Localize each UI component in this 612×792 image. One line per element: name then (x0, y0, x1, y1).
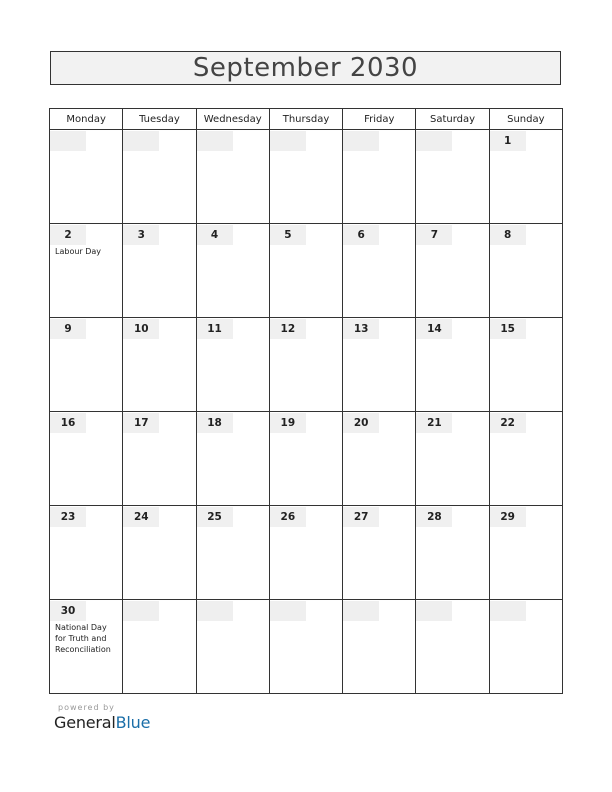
day-cell (343, 130, 416, 224)
day-cell (123, 412, 196, 506)
day-cell (269, 412, 342, 506)
day-cell (416, 506, 489, 600)
day-cell (196, 600, 269, 694)
day-cell (489, 600, 562, 694)
day-number: 21 (416, 413, 452, 433)
calendar-title: September 2030 (192, 53, 419, 83)
day-cell (489, 130, 562, 224)
day-number: 17 (123, 413, 159, 433)
day-number (123, 131, 159, 151)
day-cell (489, 318, 562, 412)
day-cell (269, 130, 342, 224)
week-row (50, 412, 563, 506)
day-number (416, 131, 452, 151)
day-number: 15 (490, 319, 526, 339)
day-cell (416, 130, 489, 224)
day-cell (196, 224, 269, 318)
day-number: 27 (343, 507, 379, 527)
generalblue-logo (54, 713, 150, 732)
weekday-saturday: Saturday (416, 109, 489, 130)
day-number: 18 (197, 413, 233, 433)
day-number: 2 (50, 225, 86, 245)
day-number: 14 (416, 319, 452, 339)
weekday-wednesday: Wednesday (196, 109, 269, 130)
day-number: 16 (50, 413, 86, 433)
day-number: 23 (50, 507, 86, 527)
day-number (270, 131, 306, 151)
day-number: 3 (123, 225, 159, 245)
day-cell (416, 600, 489, 694)
day-cell (123, 130, 196, 224)
day-number: 29 (490, 507, 526, 527)
day-number: 28 (416, 507, 452, 527)
day-cell (50, 130, 123, 224)
day-number (343, 131, 379, 151)
day-number: 20 (343, 413, 379, 433)
day-cell (489, 224, 562, 318)
holiday-label: Labour Day (55, 247, 102, 256)
day-cell (489, 506, 562, 600)
day-number (270, 601, 306, 621)
day-number: 25 (197, 507, 233, 527)
day-number: 1 (490, 131, 526, 151)
calendar-title-box (50, 51, 561, 85)
day-number: 30 (50, 601, 86, 621)
day-cell (123, 600, 196, 694)
day-number: 6 (343, 225, 379, 245)
day-number: 24 (123, 507, 159, 527)
weekday-monday: Monday (50, 109, 123, 130)
day-cell (416, 318, 489, 412)
day-number: 22 (490, 413, 526, 433)
day-cell (343, 600, 416, 694)
day-number (197, 131, 233, 151)
day-cell (343, 412, 416, 506)
day-cell (50, 600, 123, 694)
day-cell (343, 224, 416, 318)
day-number: 5 (270, 225, 306, 245)
day-cell (50, 412, 123, 506)
day-number: 13 (343, 319, 379, 339)
day-cell (343, 318, 416, 412)
day-cell (269, 600, 342, 694)
day-cell (269, 506, 342, 600)
week-row (50, 130, 563, 224)
day-number: 12 (270, 319, 306, 339)
day-number: 11 (197, 319, 233, 339)
day-cell (489, 412, 562, 506)
day-cell (196, 506, 269, 600)
day-cell (123, 318, 196, 412)
day-cell (196, 318, 269, 412)
day-number: 8 (490, 225, 526, 245)
day-cell (196, 412, 269, 506)
week-row (50, 224, 563, 318)
day-cell (269, 318, 342, 412)
week-row (50, 506, 563, 600)
weekday-thursday: Thursday (269, 109, 342, 130)
holiday-label: National Day for Truth and Reconciliation (55, 623, 111, 654)
day-number (416, 601, 452, 621)
day-number (343, 601, 379, 621)
day-cell (123, 506, 196, 600)
day-number (490, 601, 526, 621)
day-cell (196, 130, 269, 224)
day-cell (123, 224, 196, 318)
day-number (50, 131, 86, 151)
brand-general-text: General (54, 713, 116, 732)
day-cell (416, 224, 489, 318)
weekday-sunday: Sunday (489, 109, 562, 130)
day-number: 9 (50, 319, 86, 339)
day-number: 10 (123, 319, 159, 339)
day-number (197, 601, 233, 621)
week-row (50, 318, 563, 412)
calendar-grid (49, 108, 563, 694)
day-cell (416, 412, 489, 506)
calendar-body (50, 130, 563, 694)
day-cell (50, 318, 123, 412)
day-number: 4 (197, 225, 233, 245)
footer (54, 703, 150, 732)
day-cell (343, 506, 416, 600)
powered-by-text: powered by (58, 703, 115, 712)
day-number: 19 (270, 413, 306, 433)
weekday-friday: Friday (343, 109, 416, 130)
weekday-header-row (50, 109, 563, 130)
day-number: 26 (270, 507, 306, 527)
brand-blue-text: Blue (115, 713, 151, 732)
weekday-tuesday: Tuesday (123, 109, 196, 130)
day-cell (50, 224, 123, 318)
day-cell (50, 506, 123, 600)
day-number: 7 (416, 225, 452, 245)
day-cell (269, 224, 342, 318)
week-row (50, 600, 563, 694)
day-number (123, 601, 159, 621)
